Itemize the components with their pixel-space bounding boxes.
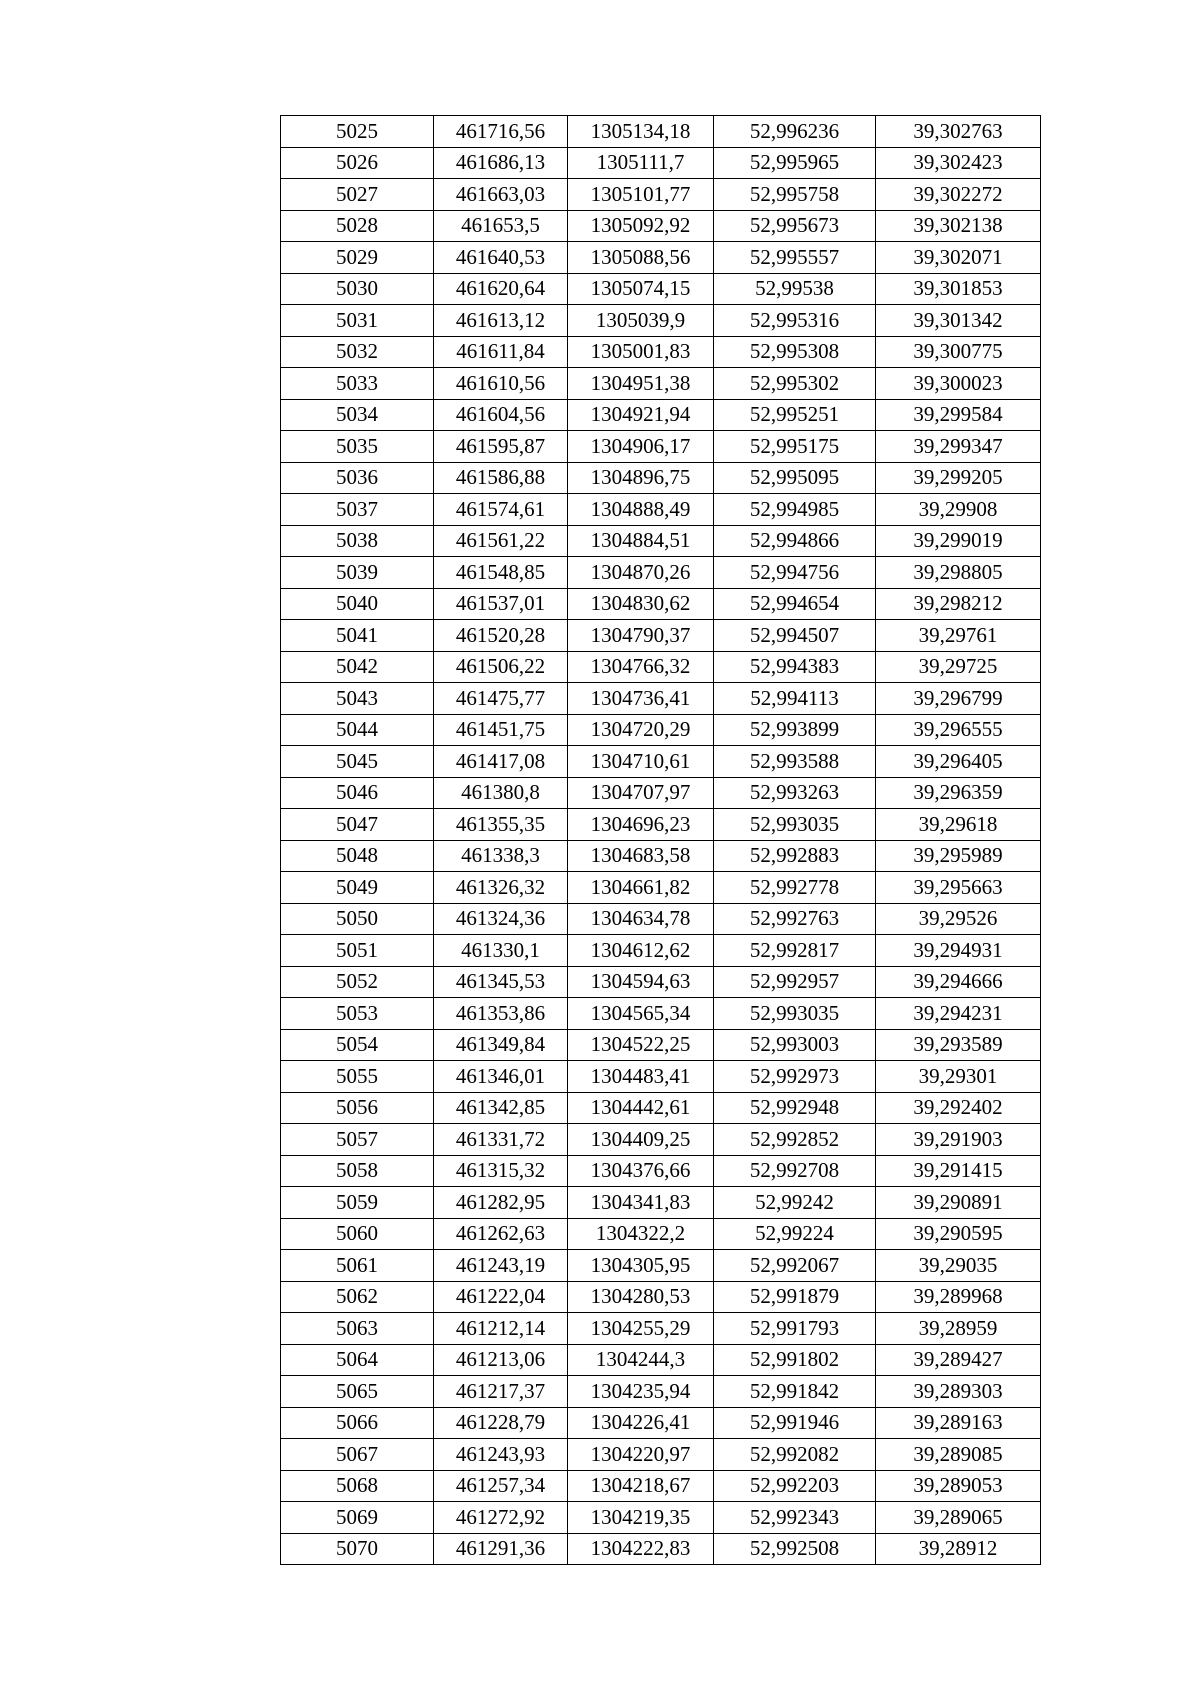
x-coordinate-cell: 461228,79	[434, 1407, 568, 1439]
x-coordinate-cell: 461217,37	[434, 1376, 568, 1408]
x-coordinate-cell: 461355,35	[434, 809, 568, 841]
table-row	[281, 935, 1041, 967]
latitude-cell: 52,995175	[714, 431, 876, 463]
y-coordinate-cell: 1304442,61	[568, 1092, 714, 1124]
longitude-cell: 39,302423	[876, 147, 1041, 179]
y-coordinate-cell: 1304255,29	[568, 1313, 714, 1345]
latitude-cell: 52,995758	[714, 179, 876, 211]
y-coordinate-cell: 1304720,29	[568, 714, 714, 746]
table-row	[281, 1407, 1041, 1439]
x-coordinate-cell: 461349,84	[434, 1029, 568, 1061]
longitude-cell: 39,289065	[876, 1502, 1041, 1534]
point-number-cell: 5066	[281, 1407, 434, 1439]
table-row	[281, 998, 1041, 1030]
point-number-cell: 5038	[281, 525, 434, 557]
longitude-cell: 39,296555	[876, 714, 1041, 746]
y-coordinate-cell: 1304951,38	[568, 368, 714, 400]
y-coordinate-cell: 1304870,26	[568, 557, 714, 589]
point-number-cell: 5035	[281, 431, 434, 463]
longitude-cell: 39,289163	[876, 1407, 1041, 1439]
x-coordinate-cell: 461520,28	[434, 620, 568, 652]
x-coordinate-cell: 461380,8	[434, 777, 568, 809]
longitude-cell: 39,291903	[876, 1124, 1041, 1156]
table-row	[281, 336, 1041, 368]
point-number-cell: 5029	[281, 242, 434, 274]
table-row	[281, 1281, 1041, 1313]
longitude-cell: 39,290595	[876, 1218, 1041, 1250]
y-coordinate-cell: 1304896,75	[568, 462, 714, 494]
x-coordinate-cell: 461561,22	[434, 525, 568, 557]
table-row	[281, 1376, 1041, 1408]
y-coordinate-cell: 1304235,94	[568, 1376, 714, 1408]
table-row	[281, 840, 1041, 872]
longitude-cell: 39,289968	[876, 1281, 1041, 1313]
latitude-cell: 52,992082	[714, 1439, 876, 1471]
latitude-cell: 52,992957	[714, 966, 876, 998]
point-number-cell: 5032	[281, 336, 434, 368]
y-coordinate-cell: 1304921,94	[568, 399, 714, 431]
latitude-cell: 52,992883	[714, 840, 876, 872]
table-row	[281, 273, 1041, 305]
point-number-cell: 5045	[281, 746, 434, 778]
table-row	[281, 1439, 1041, 1471]
table-row	[281, 809, 1041, 841]
x-coordinate-cell: 461610,56	[434, 368, 568, 400]
y-coordinate-cell: 1304483,41	[568, 1061, 714, 1093]
latitude-cell: 52,991802	[714, 1344, 876, 1376]
y-coordinate-cell: 1305134,18	[568, 116, 714, 148]
table-row	[281, 525, 1041, 557]
latitude-cell: 52,992973	[714, 1061, 876, 1093]
x-coordinate-cell: 461620,64	[434, 273, 568, 305]
x-coordinate-cell: 461548,85	[434, 557, 568, 589]
longitude-cell: 39,301342	[876, 305, 1041, 337]
point-number-cell: 5062	[281, 1281, 434, 1313]
longitude-cell: 39,289053	[876, 1470, 1041, 1502]
longitude-cell: 39,295989	[876, 840, 1041, 872]
latitude-cell: 52,995965	[714, 147, 876, 179]
y-coordinate-cell: 1304696,23	[568, 809, 714, 841]
latitude-cell: 52,993263	[714, 777, 876, 809]
longitude-cell: 39,296799	[876, 683, 1041, 715]
latitude-cell: 52,992708	[714, 1155, 876, 1187]
latitude-cell: 52,995251	[714, 399, 876, 431]
y-coordinate-cell: 1304683,58	[568, 840, 714, 872]
point-number-cell: 5028	[281, 210, 434, 242]
x-coordinate-cell: 461338,3	[434, 840, 568, 872]
x-coordinate-cell: 461291,36	[434, 1533, 568, 1565]
latitude-cell: 52,994654	[714, 588, 876, 620]
latitude-cell: 52,992343	[714, 1502, 876, 1534]
y-coordinate-cell: 1304707,97	[568, 777, 714, 809]
x-coordinate-cell: 461262,63	[434, 1218, 568, 1250]
point-number-cell: 5036	[281, 462, 434, 494]
table-row	[281, 1218, 1041, 1250]
y-coordinate-cell: 1305039,9	[568, 305, 714, 337]
point-number-cell: 5053	[281, 998, 434, 1030]
point-number-cell: 5055	[281, 1061, 434, 1093]
longitude-cell: 39,29526	[876, 903, 1041, 935]
table-row	[281, 1344, 1041, 1376]
point-number-cell: 5040	[281, 588, 434, 620]
point-number-cell: 5025	[281, 116, 434, 148]
x-coordinate-cell: 461475,77	[434, 683, 568, 715]
x-coordinate-cell: 461315,32	[434, 1155, 568, 1187]
latitude-cell: 52,995302	[714, 368, 876, 400]
table-row	[281, 588, 1041, 620]
longitude-cell: 39,299019	[876, 525, 1041, 557]
x-coordinate-cell: 461451,75	[434, 714, 568, 746]
point-number-cell: 5069	[281, 1502, 434, 1534]
latitude-cell: 52,994756	[714, 557, 876, 589]
x-coordinate-cell: 461345,53	[434, 966, 568, 998]
latitude-cell: 52,995673	[714, 210, 876, 242]
latitude-cell: 52,993035	[714, 809, 876, 841]
x-coordinate-cell: 461537,01	[434, 588, 568, 620]
longitude-cell: 39,29725	[876, 651, 1041, 683]
x-coordinate-cell: 461282,95	[434, 1187, 568, 1219]
latitude-cell: 52,996236	[714, 116, 876, 148]
point-number-cell: 5039	[281, 557, 434, 589]
longitude-cell: 39,301853	[876, 273, 1041, 305]
latitude-cell: 52,995095	[714, 462, 876, 494]
latitude-cell: 52,99224	[714, 1218, 876, 1250]
coordinates-table-body	[281, 116, 1041, 1565]
x-coordinate-cell: 461222,04	[434, 1281, 568, 1313]
point-number-cell: 5026	[281, 147, 434, 179]
longitude-cell: 39,29908	[876, 494, 1041, 526]
x-coordinate-cell: 461604,56	[434, 399, 568, 431]
point-number-cell: 5049	[281, 872, 434, 904]
x-coordinate-cell: 461213,06	[434, 1344, 568, 1376]
latitude-cell: 52,992948	[714, 1092, 876, 1124]
y-coordinate-cell: 1305092,92	[568, 210, 714, 242]
point-number-cell: 5030	[281, 273, 434, 305]
table-row	[281, 494, 1041, 526]
y-coordinate-cell: 1304409,25	[568, 1124, 714, 1156]
table-row	[281, 1502, 1041, 1534]
table-row	[281, 462, 1041, 494]
table-row	[281, 1313, 1041, 1345]
longitude-cell: 39,302138	[876, 210, 1041, 242]
table-row	[281, 431, 1041, 463]
y-coordinate-cell: 1304766,32	[568, 651, 714, 683]
table-row	[281, 210, 1041, 242]
longitude-cell: 39,289303	[876, 1376, 1041, 1408]
latitude-cell: 52,99538	[714, 273, 876, 305]
y-coordinate-cell: 1304634,78	[568, 903, 714, 935]
latitude-cell: 52,992817	[714, 935, 876, 967]
point-number-cell: 5067	[281, 1439, 434, 1471]
x-coordinate-cell: 461330,1	[434, 935, 568, 967]
longitude-cell: 39,298805	[876, 557, 1041, 589]
point-number-cell: 5047	[281, 809, 434, 841]
x-coordinate-cell: 461324,36	[434, 903, 568, 935]
x-coordinate-cell: 461586,88	[434, 462, 568, 494]
point-number-cell: 5052	[281, 966, 434, 998]
coordinates-table	[280, 115, 1041, 1565]
latitude-cell: 52,994113	[714, 683, 876, 715]
longitude-cell: 39,289085	[876, 1439, 1041, 1471]
longitude-cell: 39,300023	[876, 368, 1041, 400]
longitude-cell: 39,296405	[876, 746, 1041, 778]
latitude-cell: 52,99242	[714, 1187, 876, 1219]
table-row	[281, 620, 1041, 652]
latitude-cell: 52,992852	[714, 1124, 876, 1156]
table-row	[281, 399, 1041, 431]
table-row	[281, 1029, 1041, 1061]
longitude-cell: 39,29035	[876, 1250, 1041, 1282]
longitude-cell: 39,302272	[876, 179, 1041, 211]
x-coordinate-cell: 461716,56	[434, 116, 568, 148]
y-coordinate-cell: 1305101,77	[568, 179, 714, 211]
point-number-cell: 5037	[281, 494, 434, 526]
x-coordinate-cell: 461506,22	[434, 651, 568, 683]
point-number-cell: 5051	[281, 935, 434, 967]
longitude-cell: 39,28912	[876, 1533, 1041, 1565]
latitude-cell: 52,992763	[714, 903, 876, 935]
x-coordinate-cell: 461613,12	[434, 305, 568, 337]
latitude-cell: 52,991842	[714, 1376, 876, 1408]
point-number-cell: 5070	[281, 1533, 434, 1565]
y-coordinate-cell: 1304884,51	[568, 525, 714, 557]
table-row	[281, 683, 1041, 715]
y-coordinate-cell: 1304244,3	[568, 1344, 714, 1376]
longitude-cell: 39,294666	[876, 966, 1041, 998]
x-coordinate-cell: 461574,61	[434, 494, 568, 526]
point-number-cell: 5031	[281, 305, 434, 337]
table-row	[281, 242, 1041, 274]
table-row	[281, 872, 1041, 904]
x-coordinate-cell: 461686,13	[434, 147, 568, 179]
y-coordinate-cell: 1304218,67	[568, 1470, 714, 1502]
point-number-cell: 5046	[281, 777, 434, 809]
latitude-cell: 52,995557	[714, 242, 876, 274]
latitude-cell: 52,993035	[714, 998, 876, 1030]
table-row	[281, 966, 1041, 998]
latitude-cell: 52,994383	[714, 651, 876, 683]
y-coordinate-cell: 1305088,56	[568, 242, 714, 274]
longitude-cell: 39,299584	[876, 399, 1041, 431]
longitude-cell: 39,290891	[876, 1187, 1041, 1219]
x-coordinate-cell: 461663,03	[434, 179, 568, 211]
y-coordinate-cell: 1305111,7	[568, 147, 714, 179]
y-coordinate-cell: 1304376,66	[568, 1155, 714, 1187]
latitude-cell: 52,993899	[714, 714, 876, 746]
longitude-cell: 39,289427	[876, 1344, 1041, 1376]
table-row	[281, 305, 1041, 337]
table-row	[281, 116, 1041, 148]
latitude-cell: 52,991879	[714, 1281, 876, 1313]
point-number-cell: 5061	[281, 1250, 434, 1282]
table-row	[281, 1533, 1041, 1565]
latitude-cell: 52,993588	[714, 746, 876, 778]
x-coordinate-cell: 461257,34	[434, 1470, 568, 1502]
y-coordinate-cell: 1304661,82	[568, 872, 714, 904]
x-coordinate-cell: 461417,08	[434, 746, 568, 778]
table-row	[281, 1470, 1041, 1502]
longitude-cell: 39,29301	[876, 1061, 1041, 1093]
point-number-cell: 5043	[281, 683, 434, 715]
y-coordinate-cell: 1304565,34	[568, 998, 714, 1030]
longitude-cell: 39,29618	[876, 809, 1041, 841]
table-row	[281, 1092, 1041, 1124]
point-number-cell: 5050	[281, 903, 434, 935]
latitude-cell: 52,995308	[714, 336, 876, 368]
longitude-cell: 39,28959	[876, 1313, 1041, 1345]
longitude-cell: 39,298212	[876, 588, 1041, 620]
point-number-cell: 5034	[281, 399, 434, 431]
table-row	[281, 651, 1041, 683]
latitude-cell: 52,993003	[714, 1029, 876, 1061]
point-number-cell: 5041	[281, 620, 434, 652]
y-coordinate-cell: 1305001,83	[568, 336, 714, 368]
longitude-cell: 39,294931	[876, 935, 1041, 967]
longitude-cell: 39,296359	[876, 777, 1041, 809]
y-coordinate-cell: 1304906,17	[568, 431, 714, 463]
latitude-cell: 52,994507	[714, 620, 876, 652]
y-coordinate-cell: 1304710,61	[568, 746, 714, 778]
y-coordinate-cell: 1304341,83	[568, 1187, 714, 1219]
table-row	[281, 179, 1041, 211]
point-number-cell: 5057	[281, 1124, 434, 1156]
latitude-cell: 52,991793	[714, 1313, 876, 1345]
latitude-cell: 52,992203	[714, 1470, 876, 1502]
point-number-cell: 5033	[281, 368, 434, 400]
point-number-cell: 5027	[281, 179, 434, 211]
longitude-cell: 39,302071	[876, 242, 1041, 274]
point-number-cell: 5056	[281, 1092, 434, 1124]
y-coordinate-cell: 1304219,35	[568, 1502, 714, 1534]
y-coordinate-cell: 1304222,83	[568, 1533, 714, 1565]
x-coordinate-cell: 461640,53	[434, 242, 568, 274]
x-coordinate-cell: 461212,14	[434, 1313, 568, 1345]
point-number-cell: 5068	[281, 1470, 434, 1502]
x-coordinate-cell: 461611,84	[434, 336, 568, 368]
longitude-cell: 39,294231	[876, 998, 1041, 1030]
y-coordinate-cell: 1304830,62	[568, 588, 714, 620]
table-row	[281, 714, 1041, 746]
point-number-cell: 5054	[281, 1029, 434, 1061]
longitude-cell: 39,302763	[876, 116, 1041, 148]
point-number-cell: 5044	[281, 714, 434, 746]
latitude-cell: 52,994985	[714, 494, 876, 526]
longitude-cell: 39,291415	[876, 1155, 1041, 1187]
table-row	[281, 746, 1041, 778]
x-coordinate-cell: 461326,32	[434, 872, 568, 904]
latitude-cell: 52,991946	[714, 1407, 876, 1439]
y-coordinate-cell: 1304280,53	[568, 1281, 714, 1313]
latitude-cell: 52,992067	[714, 1250, 876, 1282]
table-row	[281, 1155, 1041, 1187]
table-row	[281, 777, 1041, 809]
point-number-cell: 5042	[281, 651, 434, 683]
point-number-cell: 5065	[281, 1376, 434, 1408]
x-coordinate-cell: 461346,01	[434, 1061, 568, 1093]
y-coordinate-cell: 1304612,62	[568, 935, 714, 967]
y-coordinate-cell: 1304322,2	[568, 1218, 714, 1250]
latitude-cell: 52,992778	[714, 872, 876, 904]
point-number-cell: 5064	[281, 1344, 434, 1376]
longitude-cell: 39,295663	[876, 872, 1041, 904]
latitude-cell: 52,995316	[714, 305, 876, 337]
y-coordinate-cell: 1304594,63	[568, 966, 714, 998]
table-row	[281, 368, 1041, 400]
longitude-cell: 39,292402	[876, 1092, 1041, 1124]
x-coordinate-cell: 461353,86	[434, 998, 568, 1030]
point-number-cell: 5059	[281, 1187, 434, 1219]
latitude-cell: 52,992508	[714, 1533, 876, 1565]
latitude-cell: 52,994866	[714, 525, 876, 557]
y-coordinate-cell: 1304305,95	[568, 1250, 714, 1282]
y-coordinate-cell: 1304888,49	[568, 494, 714, 526]
y-coordinate-cell: 1304220,97	[568, 1439, 714, 1471]
longitude-cell: 39,299205	[876, 462, 1041, 494]
x-coordinate-cell: 461243,93	[434, 1439, 568, 1471]
x-coordinate-cell: 461243,19	[434, 1250, 568, 1282]
x-coordinate-cell: 461272,92	[434, 1502, 568, 1534]
point-number-cell: 5063	[281, 1313, 434, 1345]
table-row	[281, 147, 1041, 179]
x-coordinate-cell: 461342,85	[434, 1092, 568, 1124]
table-row	[281, 903, 1041, 935]
longitude-cell: 39,299347	[876, 431, 1041, 463]
point-number-cell: 5060	[281, 1218, 434, 1250]
longitude-cell: 39,300775	[876, 336, 1041, 368]
y-coordinate-cell: 1305074,15	[568, 273, 714, 305]
table-row	[281, 1124, 1041, 1156]
table-row	[281, 1061, 1041, 1093]
y-coordinate-cell: 1304522,25	[568, 1029, 714, 1061]
table-row	[281, 557, 1041, 589]
x-coordinate-cell: 461331,72	[434, 1124, 568, 1156]
point-number-cell: 5058	[281, 1155, 434, 1187]
y-coordinate-cell: 1304226,41	[568, 1407, 714, 1439]
longitude-cell: 39,293589	[876, 1029, 1041, 1061]
y-coordinate-cell: 1304736,41	[568, 683, 714, 715]
table-row	[281, 1187, 1041, 1219]
point-number-cell: 5048	[281, 840, 434, 872]
x-coordinate-cell: 461653,5	[434, 210, 568, 242]
table-row	[281, 1250, 1041, 1282]
longitude-cell: 39,29761	[876, 620, 1041, 652]
x-coordinate-cell: 461595,87	[434, 431, 568, 463]
y-coordinate-cell: 1304790,37	[568, 620, 714, 652]
